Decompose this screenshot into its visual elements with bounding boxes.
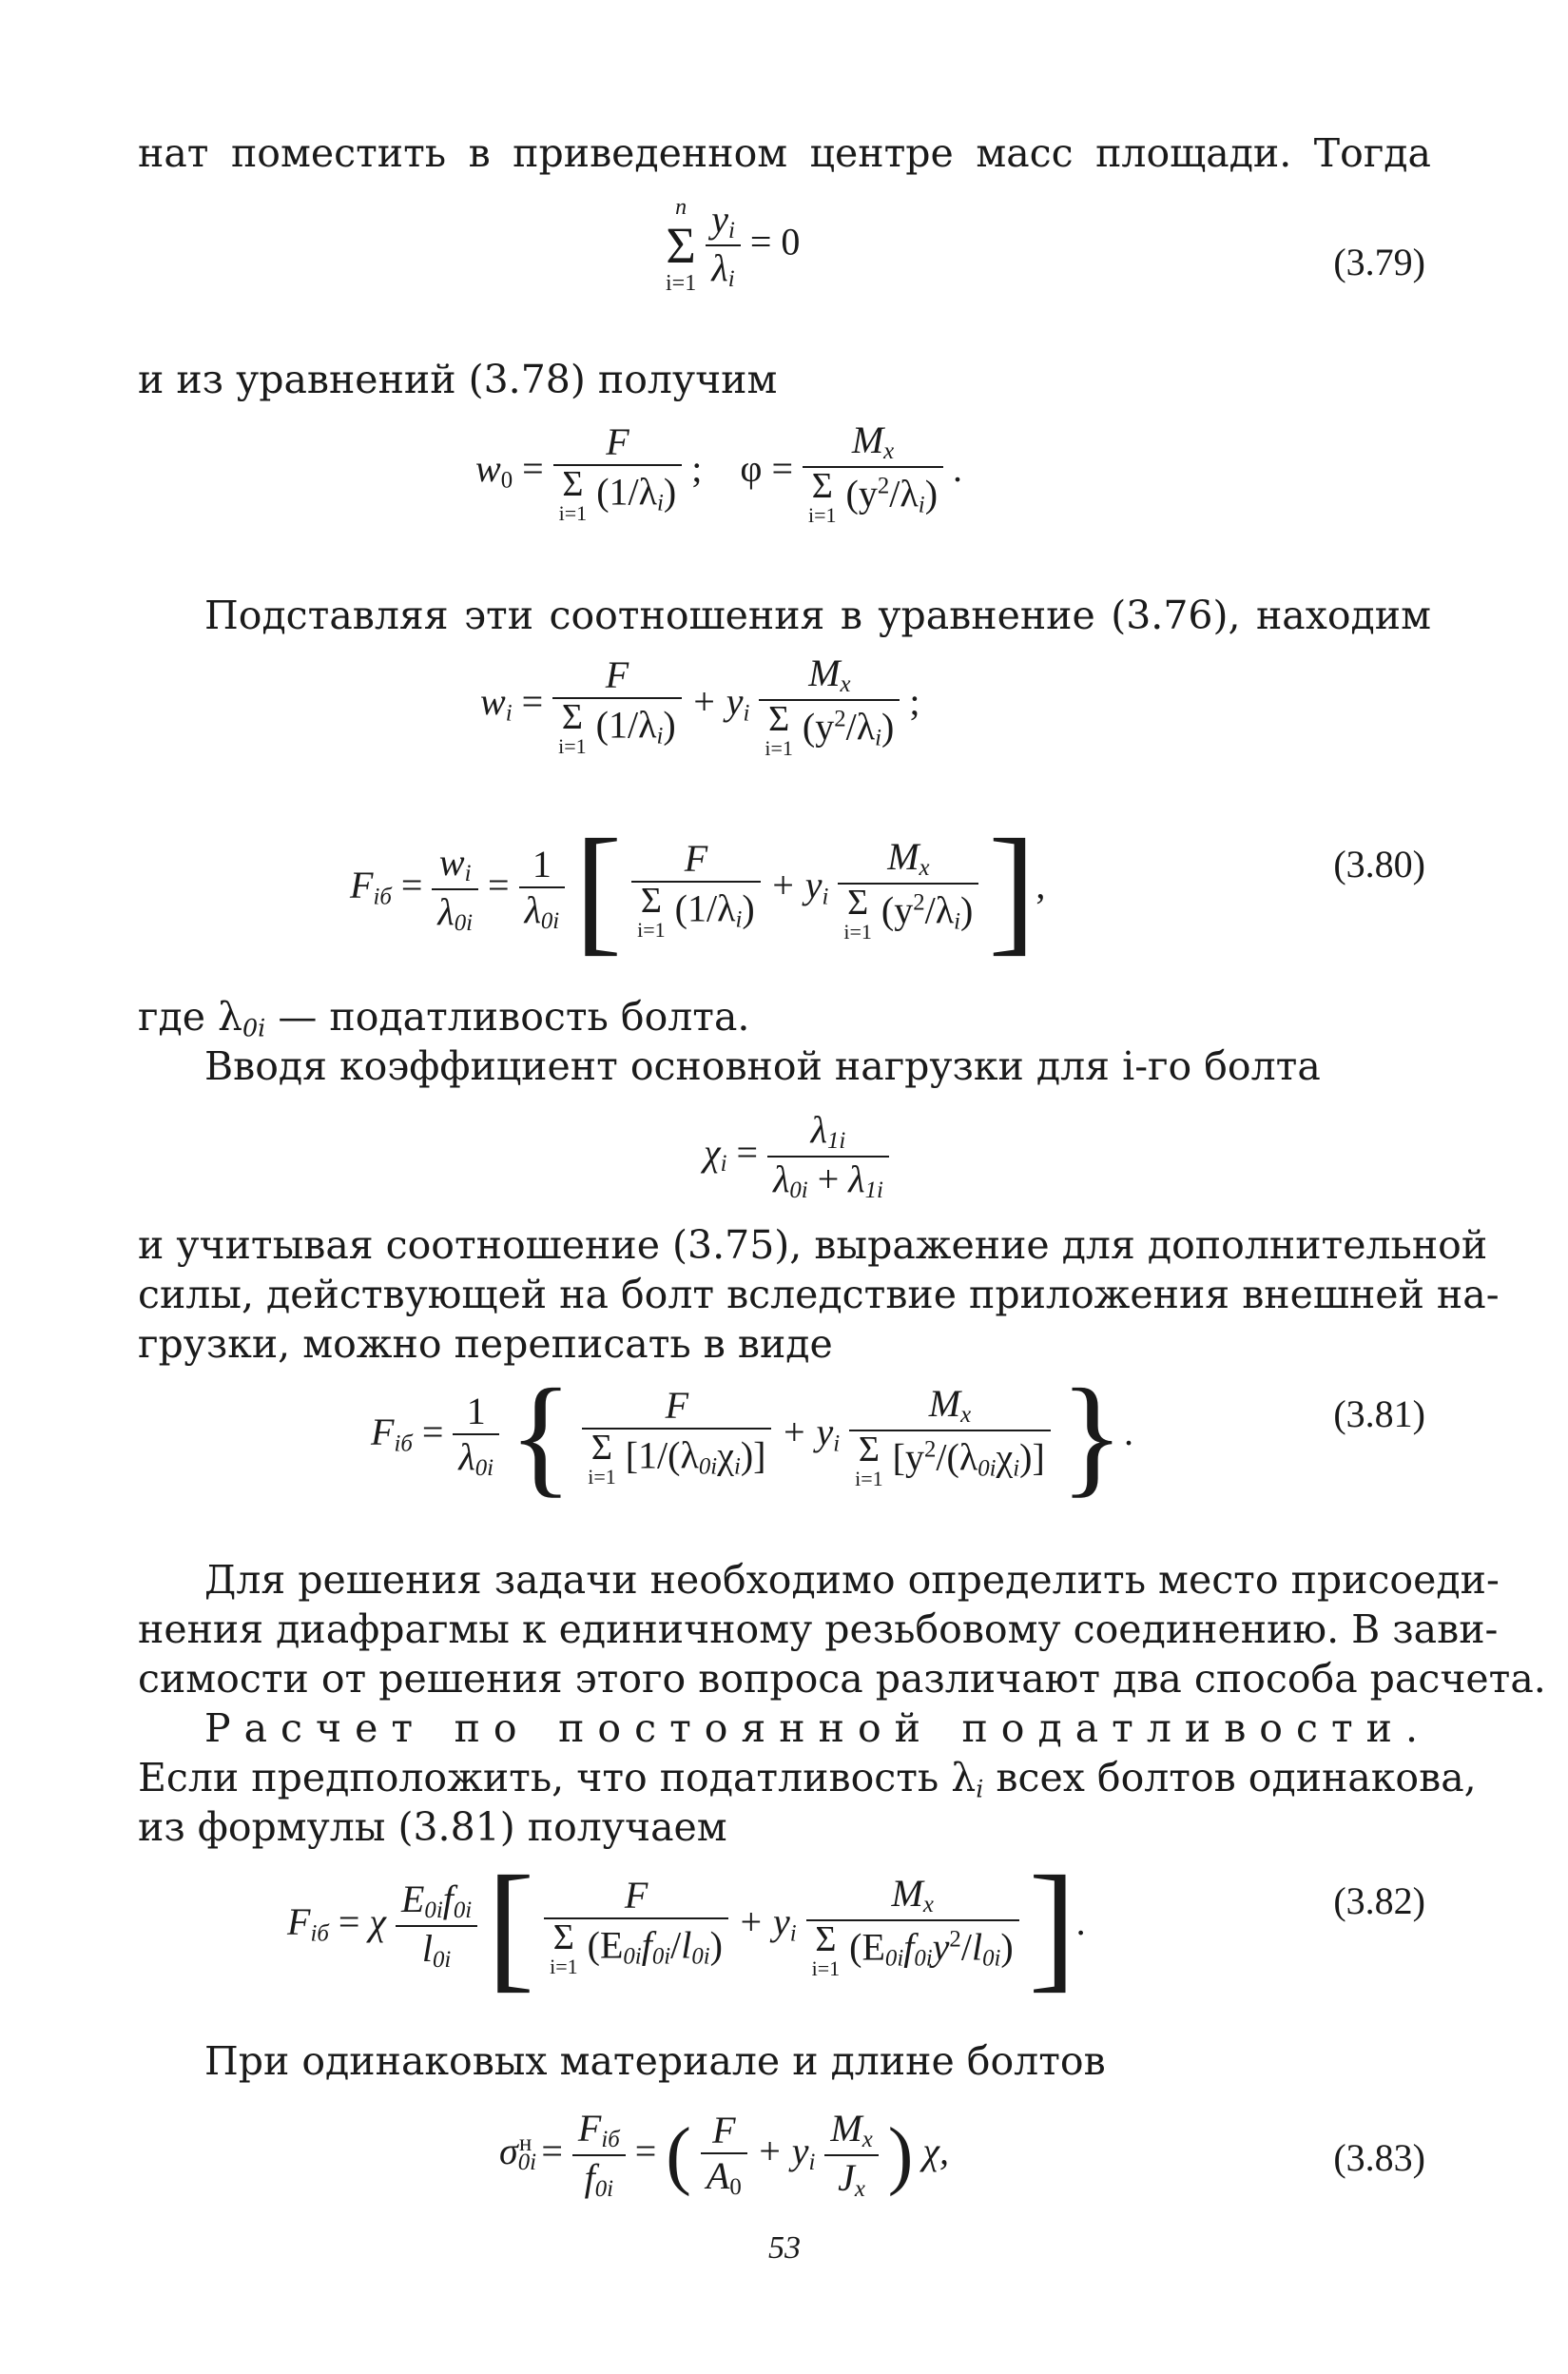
- text-line-3: Подставляя эти соотношения в уравнение (3.76), находим: [204, 593, 1431, 638]
- equation-number-3-81: (3.81): [1333, 1392, 1425, 1435]
- text-line-10: нения диафрагмы к единичному резьбовому соединению. В зави-: [138, 1606, 1499, 1652]
- formula-chi: $\chi_i$ = $\frac{\lambda_{1i}}{\lambda_{0i} + \lambda_{1i}}$: [704, 1108, 889, 1204]
- formula-3-83: $\sigma_{0i}^н$ = $\frac{F_{iб}}{f_{0i}}$ = ( $\frac{F}{A_0}$ + $y_i$ $\frac{M_x}{J_x}$ ) χ,: [499, 2107, 949, 2202]
- equation-number-3-80: (3.80): [1333, 843, 1425, 885]
- text-line-1: нат поместить в приведенном центре масс площади. Тогда: [138, 130, 1431, 176]
- text-line-6: и учитывая соотношение (3.75), выражение для дополнительной: [138, 1222, 1488, 1268]
- text-line-8: грузки, можно переписать в виде: [138, 1321, 833, 1367]
- equation-number-3-79: (3.79): [1333, 241, 1425, 283]
- formula-wi: $w_i$ = F Σ i=1 $(1/\lambda_i)$ + $y_i$ $M_x$ Σ i=1 $(y^2/\lambda_i)$ ;: [480, 652, 920, 760]
- formula-3-82: $F_{iб} = \chi$ $\frac{E_{0i}f_{0i}}{l_{0i}}$ [ F Σ i=1 $(E_{0i}f_{0i}/l_{0i})$ + $y_i$ $M_x$ Σ i=1 $(E_{0i}f_{0i}y^2/l_{0i})$ ].: [287, 1847, 1086, 2005]
- text-line-12-spaced-heading: Расчет по постоянной податливости.: [204, 1705, 1431, 1751]
- formula-3-79: n Σ i=1 $\frac{y_i}{\lambda_i}$ = 0: [666, 195, 801, 297]
- text-line-7: силы, действующей на болт вследствие приложения внешней на-: [138, 1272, 1500, 1317]
- text-line-13: Если предположить, что податливость $\lambda_i$ всех болтов одинакова,: [138, 1755, 1477, 1803]
- text-line-9: Для решения задачи необходимо определить место присоеди-: [204, 1557, 1500, 1603]
- formula-3-80: $F_{iб}$ = $\frac{w_i}{\lambda_{0i}}$ = $\frac{1}{\lambda_{0i}}$ [ F Σ i=1 $(1/\lambda_i)$ + $y_i$ $M_x$ Σ i=1 $(y^2/\lambda_i)$ ],: [350, 810, 1046, 968]
- formula-w0-phi: $w_0$ = F Σ i=1 $(1/\lambda_i)$ ; φ = $M_x$ Σ i=1 $(y^2/\lambda_i)$ .: [475, 418, 963, 527]
- text-line-15: При одинаковых материале и длине болтов: [204, 2038, 1106, 2084]
- formula-3-81: $F_{iб}$ = $\frac{1}{\lambda_{0i}}$ { F Σ i=1 $[1/(\lambda_{0i}\chi_i)]$ + $y_i$ $M_x$ Σ i=1 $[y^2/(\lambda_{0i}\chi_i)]$ }.: [371, 1362, 1134, 1509]
- text-line-14: из формулы (3.81) получаем: [138, 1804, 727, 1850]
- equation-number-3-82: (3.82): [1333, 1879, 1425, 1922]
- text-line-11: симости от решения этого вопроса различают два способа расчета.: [138, 1656, 1546, 1702]
- page-number: 53: [768, 2230, 801, 2266]
- text-line-4: где $\lambda_{0i}$ — податливость болта.: [138, 994, 750, 1042]
- text-line-2: и из уравнений (3.78) получим: [138, 357, 778, 402]
- text-line-5: Вводя коэффициент основной нагрузки для i-го болта: [204, 1043, 1321, 1089]
- equation-number-3-83: (3.83): [1333, 2136, 1425, 2179]
